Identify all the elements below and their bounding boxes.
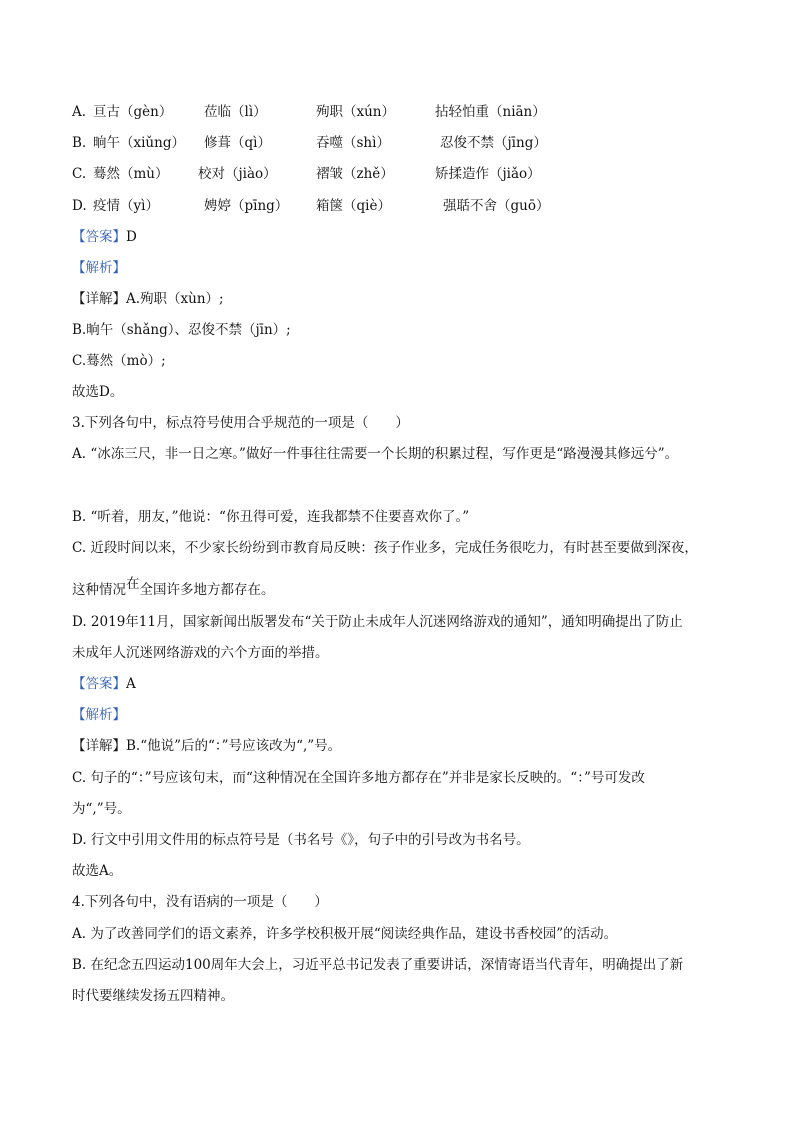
text-run: 这种情况 xyxy=(72,582,126,598)
q4-option-b-cont: 时代要继续发扬五四精神。 xyxy=(72,988,234,1004)
detail-tag: 【详解】 xyxy=(72,291,126,307)
option-letter: C. xyxy=(72,166,87,182)
q3-option-c: C. 近段时间以来，不少家长纷纷到市教育局反映：孩子作业多，完成任务很吃力，有时甚至要做到深夜， xyxy=(72,540,698,556)
q2-analysis-line: B.晌午（shǎng）、忍俊不禁（jīn）; xyxy=(72,322,291,338)
option-item: 亘古（gèn） xyxy=(93,104,173,120)
option-item: 晌午（xiǔng） xyxy=(93,135,185,151)
option-item: 殉职（xún） xyxy=(316,104,396,120)
option-item: 莅临（lì） xyxy=(204,104,267,120)
q3-analysis-tag: 【解析】 xyxy=(72,707,126,723)
option-letter: D. xyxy=(72,198,87,214)
q3-answer xyxy=(72,674,136,694)
option-item: 拈轻怕重（niān） xyxy=(435,104,546,120)
answer-value: A xyxy=(126,676,136,692)
q3-option-c-cont xyxy=(72,576,275,600)
q3-option-b: B. “听着，朋友，”他说：“你丑得可爱，连我都禁不住要喜欢你了。” xyxy=(72,509,470,525)
q2-answer xyxy=(72,227,137,247)
q2-analysis-tag: 【解析】 xyxy=(72,260,126,276)
q3-option-a: A. “冰冻三尺，非一日之寒。”做好一件事往往需要一个长期的积累过程，写作更是“路漫漫其修远兮”。 xyxy=(72,446,679,462)
q3-option-d: D. 2019年11月，国家新闻出版署发布“关于防止未成年人沉迷网络游戏的通知”，通知明确提出了防止 xyxy=(72,614,683,630)
text-run-raised: 在 xyxy=(126,576,140,592)
q3-analysis-line: C. 句子的“：”号应该句末，而“这种情况在全国许多地方都存在”并非是家长反映的。“：”号可发改 xyxy=(72,770,645,786)
option-letter: B. xyxy=(72,135,87,151)
detail-tag: 【详解】 xyxy=(72,738,126,754)
option-item: 校对（jiào） xyxy=(198,166,277,182)
analysis-text: A.殉职（xùn）; xyxy=(126,291,224,307)
answer-tag: 【答案】 xyxy=(72,229,126,245)
option-item: 忍俊不禁（jīng） xyxy=(440,135,547,151)
option-item: 褶皱（zhě） xyxy=(316,166,394,182)
option-item: 疫情（yì） xyxy=(93,198,159,214)
option-item: 矫揉造作（jiǎo） xyxy=(435,166,541,182)
text-run: 全国许多地方都存在。 xyxy=(139,582,275,598)
option-item: 修葺（qì） xyxy=(204,135,271,151)
option-item: 蓦然（mù） xyxy=(93,166,169,182)
option-letter: A. xyxy=(72,104,87,120)
q4-option-a: A. 为了改善同学们的语文素养，许多学校积极开展“阅读经典作品，建设书香校园”的活动。 xyxy=(72,926,618,942)
q2-analysis-line: C.蓦然（mò）; xyxy=(72,353,166,369)
q4-option-b: B. 在纪念五四运动100周年大会上，习近平总书记发表了重要讲话，深情寄语当代青年，明确提出了新 xyxy=(72,957,684,973)
q3-analysis-line xyxy=(72,736,341,756)
answer-value: D xyxy=(126,229,137,245)
answer-tag: 【答案】 xyxy=(72,676,126,692)
q2-conclusion: 故选D。 xyxy=(72,384,124,400)
q3-stem: 3.下列各句中，标点符号使用合乎规范的一项是（ ） xyxy=(72,415,409,431)
option-item: 强聒不舍（guō） xyxy=(443,198,550,214)
q3-conclusion: 故选A。 xyxy=(72,863,123,879)
option-item: 吞噬（shì） xyxy=(316,135,390,151)
analysis-text: B.“他说”后的“：”号应该改为“,”号。 xyxy=(126,738,342,754)
q2-analysis-line xyxy=(72,289,224,309)
option-item: 箱箧（qiè） xyxy=(316,198,391,214)
option-item: 娉婷（pīng） xyxy=(204,198,289,214)
q3-option-d-cont: 未成年人沉迷网络游戏的六个方面的举措。 xyxy=(72,645,329,661)
q3-analysis-line: 为“,”号。 xyxy=(72,801,131,817)
q3-analysis-line: D. 行文中引用文件用的标点符号是（书名号《》，句子中的引号改为书名号。 xyxy=(72,832,530,848)
q4-stem: 4.下列各句中，没有语病的一项是（ ） xyxy=(72,894,328,910)
